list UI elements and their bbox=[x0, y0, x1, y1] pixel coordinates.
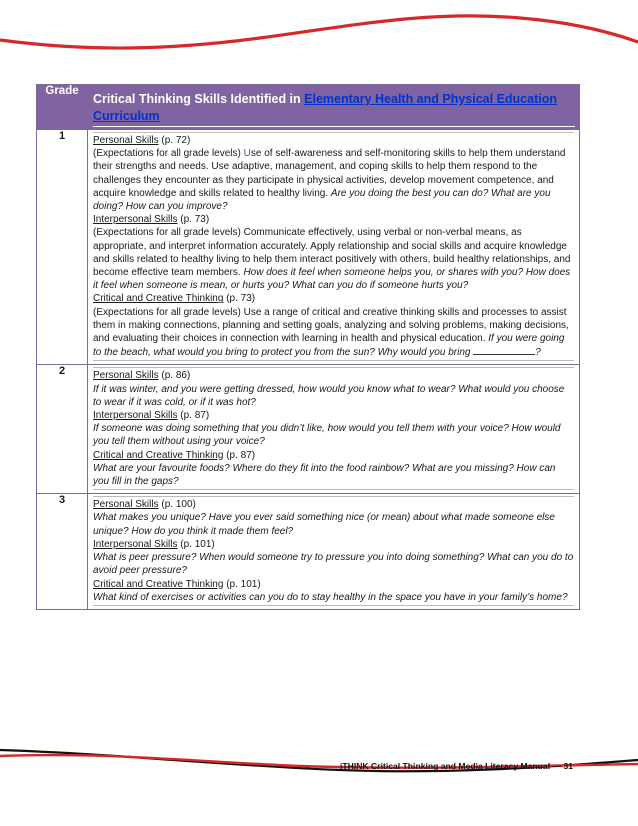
page-footer: iTHINK Critical Thinking and Media Literacy Manual — 31 bbox=[340, 761, 574, 771]
page-reference: (p. 73) bbox=[177, 214, 210, 226]
expectation-text: Communicate effectively, using verbal or non-verbal means, as appropriate, and interpret information accurately. Apply relationship and social skills and acquire knowledge and skills related to healthy living to help them interact positively with others, build healthy relationships, and become effective team members. bbox=[93, 227, 571, 279]
section-title: Personal Skills bbox=[93, 370, 159, 382]
page-reference: (p. 100) bbox=[158, 499, 196, 511]
curriculum-link[interactable]: Elementary Health and Physical Education bbox=[304, 92, 557, 106]
top-wave-decoration bbox=[0, 0, 638, 60]
skill-section bbox=[93, 134, 574, 213]
page-reference: (p. 87) bbox=[223, 449, 256, 461]
page-reference: (p. 72) bbox=[158, 135, 191, 146]
guiding-questions: What is peer pressure? When would someone try to pressure you into doing something? What can you do to avoid peer pressure? bbox=[93, 552, 574, 577]
skills-cell bbox=[88, 365, 580, 494]
section-title: Critical and Creative Thinking bbox=[93, 293, 224, 305]
skill-section bbox=[93, 578, 574, 604]
guiding-questions: What kind of exercises or activities can you do to stay healthy in the space you have in your family’s home? bbox=[93, 591, 568, 603]
expectation-prefix: (Expectations for all grade levels) bbox=[93, 148, 244, 160]
skill-section bbox=[93, 292, 574, 359]
skill-section bbox=[93, 498, 574, 538]
page-reference: (p. 86) bbox=[158, 370, 191, 382]
section-title: Interpersonal Skills bbox=[93, 214, 178, 226]
skill-section bbox=[93, 538, 574, 578]
table-row bbox=[37, 130, 580, 365]
guiding-questions: How does it feel when someone helps you, or shares with you? How does it feel when someone is mean, or hurts you? What can you do if someone hurts you? bbox=[93, 267, 571, 292]
guiding-questions: What are your favourite foods? Where do they fit into the food rainbow? What are you missing? How can you fill in the gaps? bbox=[93, 462, 556, 488]
expectation-text: se of self-awareness and self-monitoring skills to help them understand their strengths and needs. Use adaptive, management, and coping skills to help them respond to the challenges they encounter as they participate in physical activities, develop movement competence, and acquire knowledge and skills related to healthy living. bbox=[93, 148, 566, 199]
guiding-questions: Are you doing the best you can do? What are you doing? How can you improve? bbox=[93, 187, 551, 213]
question-end: ? bbox=[535, 347, 541, 359]
expectation-initial: U bbox=[243, 148, 251, 160]
guiding-questions: If you were going to the beach, what would you bring to protect you from the sun? Why would you bring bbox=[93, 333, 565, 359]
table-row bbox=[37, 494, 580, 610]
grade-cell: 3 bbox=[37, 494, 88, 610]
skills-cell bbox=[88, 494, 580, 610]
section-title: Interpersonal Skills bbox=[93, 410, 178, 422]
guiding-questions: If it was winter, and you were getting dressed, how would you know what to wear? What would you choose to wear if it was cold, or if it was hot? bbox=[93, 383, 565, 408]
curriculum-link-continuation[interactable]: Curriculum bbox=[93, 109, 160, 123]
skill-section bbox=[93, 369, 574, 409]
skill-section bbox=[93, 213, 574, 292]
grade-cell: 2 bbox=[37, 365, 88, 494]
skills-header-prefix: Critical Thinking Skills Identified in bbox=[93, 92, 305, 106]
critical-thinking-skills-table bbox=[36, 84, 580, 610]
fill-in-blank bbox=[473, 345, 535, 355]
page-reference: (p. 101) bbox=[177, 538, 215, 550]
table-header-row bbox=[37, 85, 580, 130]
section-title: Critical and Creative Thinking bbox=[93, 578, 224, 590]
section-title: Personal Skills bbox=[93, 499, 159, 511]
page-reference: (p. 87) bbox=[177, 410, 210, 422]
page-reference: (p. 73) bbox=[223, 293, 256, 305]
guiding-questions: If someone was doing something that you didn’t like, how would you tell them with your voice? How would you tell them without using your voice? bbox=[93, 423, 561, 448]
table-row bbox=[37, 365, 580, 494]
skill-section bbox=[93, 409, 574, 449]
skill-section bbox=[93, 449, 574, 489]
skills-column-header bbox=[88, 85, 580, 130]
expectation-prefix: (Expectations for all grade levels) bbox=[93, 227, 244, 239]
grade-cell: 1 bbox=[37, 130, 88, 365]
guiding-questions: What makes you unique? Have you ever said something nice (or mean) about what made someone else unique? How do you think it made them feel? bbox=[93, 512, 555, 537]
section-title: Personal Skills bbox=[93, 135, 159, 146]
page-reference: (p. 101) bbox=[223, 578, 261, 590]
section-title: Interpersonal Skills bbox=[93, 538, 178, 550]
bottom-wave-decoration bbox=[0, 740, 638, 780]
grade-column-header: Grade bbox=[37, 85, 88, 130]
section-title: Critical and Creative Thinking bbox=[93, 449, 224, 461]
expectation-prefix: (Expectations for all grade levels) bbox=[93, 306, 244, 318]
expectation-text: Use a range of critical and creative thinking skills and processes to assist them in making connections, planning and setting goals, analyzing and solving problems, making decisions, and evaluating their choices in connection with learning in health and physical education. bbox=[93, 306, 569, 345]
skills-cell bbox=[88, 130, 580, 365]
